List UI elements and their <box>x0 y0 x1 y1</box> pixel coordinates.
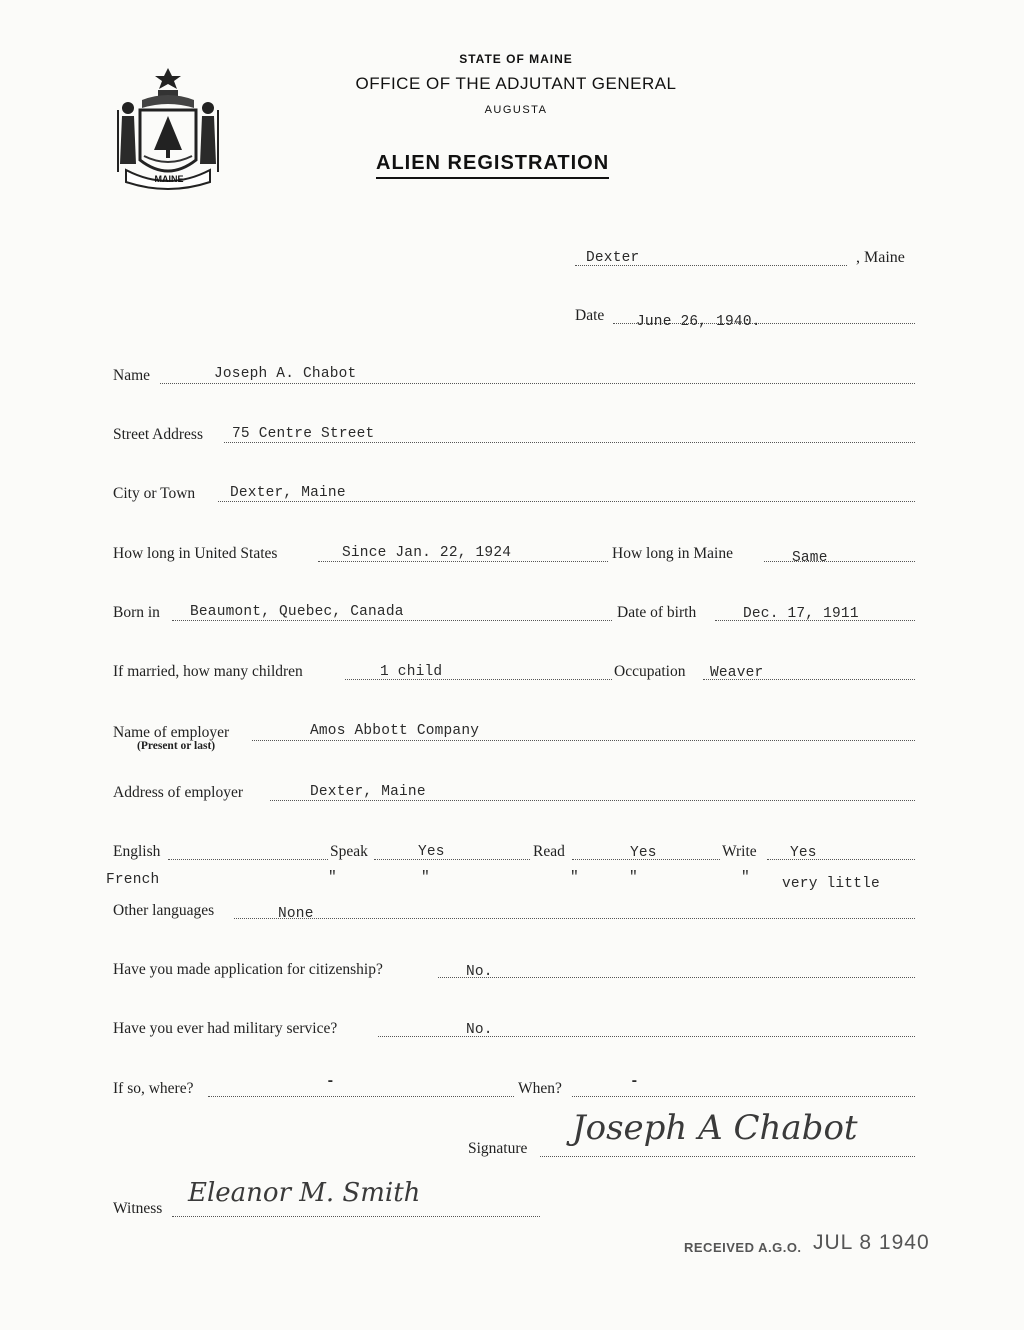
french-speak-ditto: " <box>328 870 337 886</box>
how-long-maine-line <box>764 560 915 562</box>
street-value: 75 Centre Street <box>232 426 375 442</box>
witness-label: Witness <box>113 1200 163 1217</box>
how-long-us-value: Since Jan. 22, 1924 <box>342 545 512 561</box>
military-value: No. <box>466 1022 493 1038</box>
received-stamp-date: JUL 8 1940 <box>813 1231 930 1254</box>
children-label: If married, how many children <box>113 663 303 680</box>
occupation-value: Weaver <box>710 665 764 681</box>
place-value: Dexter <box>586 250 640 266</box>
witness-value: Eleanor M. Smith <box>188 1178 421 1208</box>
header-city: AUGUSTA <box>484 104 548 116</box>
english-read-value: Yes <box>630 845 657 861</box>
military-label: Have you ever had military service? <box>113 1020 338 1037</box>
when-line <box>572 1095 915 1097</box>
signature-line <box>540 1155 915 1157</box>
french-speak-ditto-2: " <box>421 870 430 886</box>
citizenship-line <box>438 976 915 978</box>
place-suffix: , Maine <box>856 249 905 266</box>
received-stamp-text: RECEIVED A.G.O. <box>684 1240 802 1255</box>
french-write-ditto: " <box>741 870 750 886</box>
french-label: French <box>106 872 160 888</box>
date-of-birth-value: Dec. 17, 1911 <box>743 606 859 622</box>
employer-line <box>252 739 915 741</box>
employer-address-label: Address of employer <box>113 784 243 801</box>
name-value: Joseph A. Chabot <box>214 366 357 382</box>
write-label: Write <box>722 843 757 860</box>
where-label: If so, where? <box>113 1080 194 1097</box>
how-long-maine-value: Same <box>792 550 828 566</box>
employer-label: Name of employer <box>113 724 230 741</box>
born-in-value: Beaumont, Quebec, Canada <box>190 604 404 620</box>
english-line <box>168 858 328 860</box>
city-label: City or Town <box>113 485 196 502</box>
name-label: Name <box>113 367 151 384</box>
where-value: - <box>326 1074 335 1090</box>
english-write-value: Yes <box>790 845 817 861</box>
name-line <box>160 382 915 384</box>
form-title: ALIEN REGISTRATION <box>376 152 609 179</box>
street-label: Street Address <box>113 426 203 443</box>
english-speak-value: Yes <box>418 844 445 860</box>
when-value: - <box>630 1074 639 1090</box>
date-of-birth-label: Date of birth <box>617 604 697 621</box>
born-in-label: Born in <box>113 604 160 621</box>
when-label: When? <box>518 1080 562 1097</box>
other-languages-label: Other languages <box>113 902 215 919</box>
employer-sublabel: (Present or last) <box>137 740 216 752</box>
english-label: English <box>113 843 161 860</box>
signature-value: Joseph A Chabot <box>572 1108 858 1148</box>
speak-line <box>374 858 530 860</box>
speak-label: Speak <box>330 843 368 860</box>
citizenship-value: No. <box>466 964 493 980</box>
read-label: Read <box>533 843 565 860</box>
french-write-value: very little <box>782 876 880 892</box>
employer-address-value: Dexter, Maine <box>310 784 426 800</box>
city-value: Dexter, Maine <box>230 485 346 501</box>
employer-value: Amos Abbott Company <box>310 723 480 739</box>
signature-label: Signature <box>468 1140 528 1157</box>
other-languages-value: None <box>278 906 314 922</box>
french-read-ditto-2: " <box>629 870 638 886</box>
citizenship-label: Have you made application for citizenship? <box>113 961 383 978</box>
how-long-us-label: How long in United States <box>113 545 278 562</box>
header-office: OFFICE OF THE ADJUTANT GENERAL <box>355 74 677 93</box>
other-languages-line <box>234 917 915 919</box>
occupation-label: Occupation <box>614 663 686 680</box>
where-line <box>208 1095 514 1097</box>
military-line <box>378 1035 915 1037</box>
seal-lettering: MAINE <box>154 174 184 184</box>
date-label: Date <box>575 307 605 324</box>
date-value: June 26, 1940. <box>636 314 761 330</box>
witness-line <box>172 1215 540 1217</box>
children-value: 1 child <box>380 664 443 680</box>
header-state: STATE OF MAINE <box>459 52 573 66</box>
french-read-ditto: " <box>570 870 579 886</box>
how-long-maine-label: How long in Maine <box>612 545 733 562</box>
